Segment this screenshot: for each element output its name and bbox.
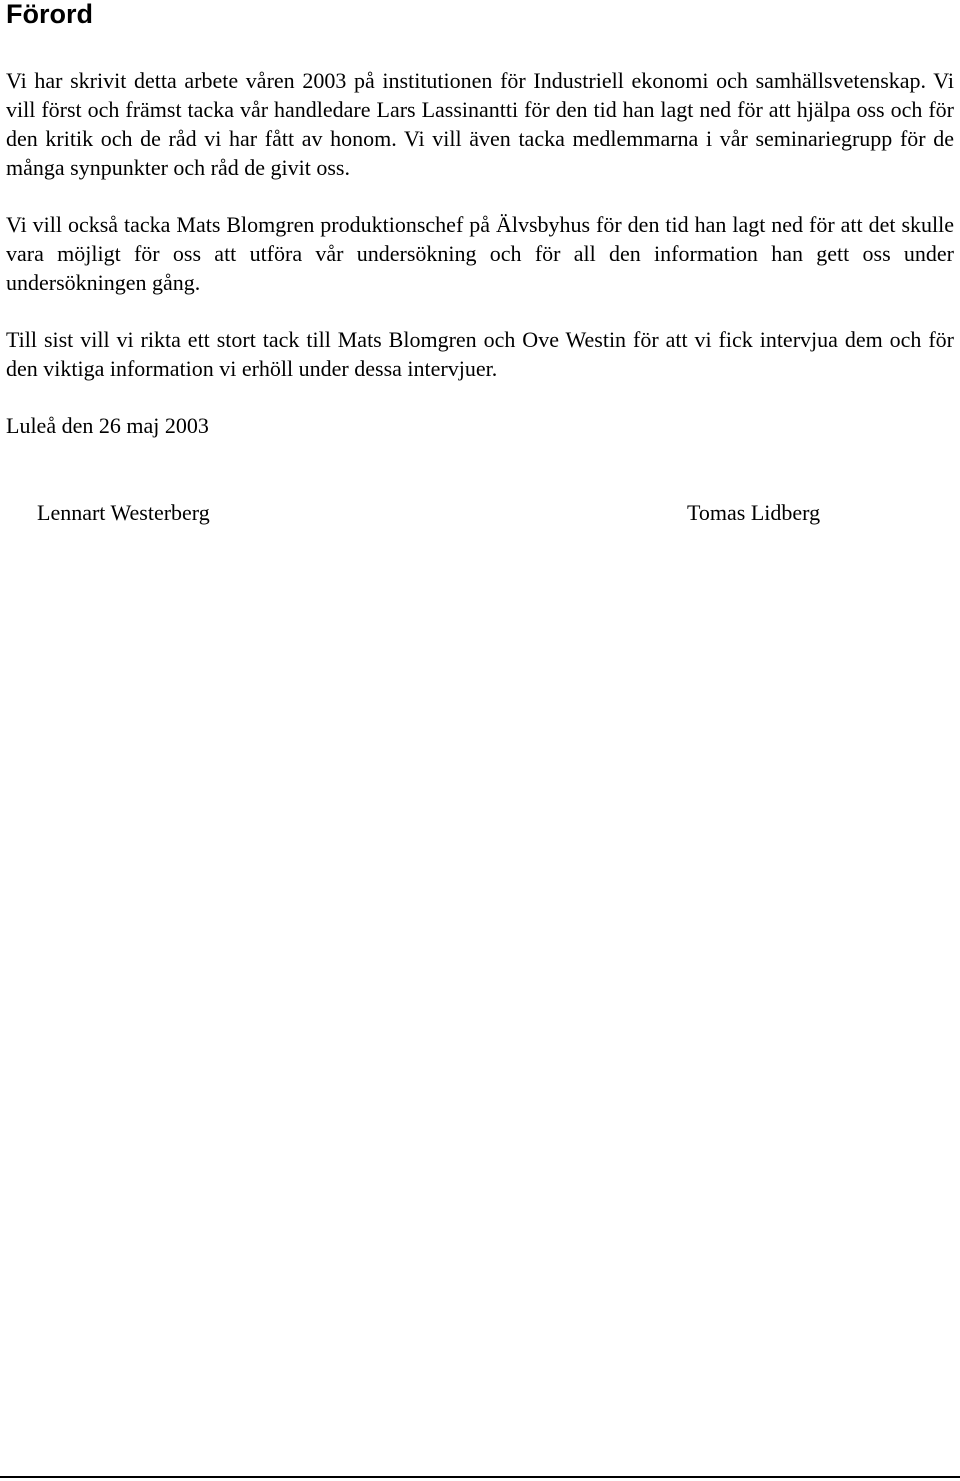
page-title: Förord [6,0,93,29]
signature-right: Tomas Lidberg [687,500,821,525]
paragraph-thanks-interviews: Till sist vill vi rikta ett stort tack till Mats Blomgren och Ove Westin för att vi fick intervjua dem och för den viktiga information vi erhöll under dessa intervjuer. [6,327,954,381]
footer-divider [0,1476,960,1478]
body-text [6,66,954,440]
signature-left: Lennart Westerberg [37,500,210,525]
place-date: Luleå den 26 maj 2003 [6,413,209,438]
paragraph-thanks-production: Vi vill också tacka Mats Blomgren produktionschef på Älvsbyhus för den tid han lagt ned för att det skulle vara möjligt för oss att utföra vår undersökning och för all den information han gett oss under undersökningen gång. [6,212,954,295]
paragraph-intro: Vi har skrivit detta arbete våren 2003 på institutionen för Industriell ekonomi och samhällsvetenskap. Vi vill först och främst tacka vår handledare Lars Lassinantti för den tid han lagt ned för att hjälpa oss och för den kritik och de råd vi har fått av honom. Vi vill även tacka medlemmarna i vår seminariegrupp för de många synpunkter och råd de givit oss. [6,68,954,180]
